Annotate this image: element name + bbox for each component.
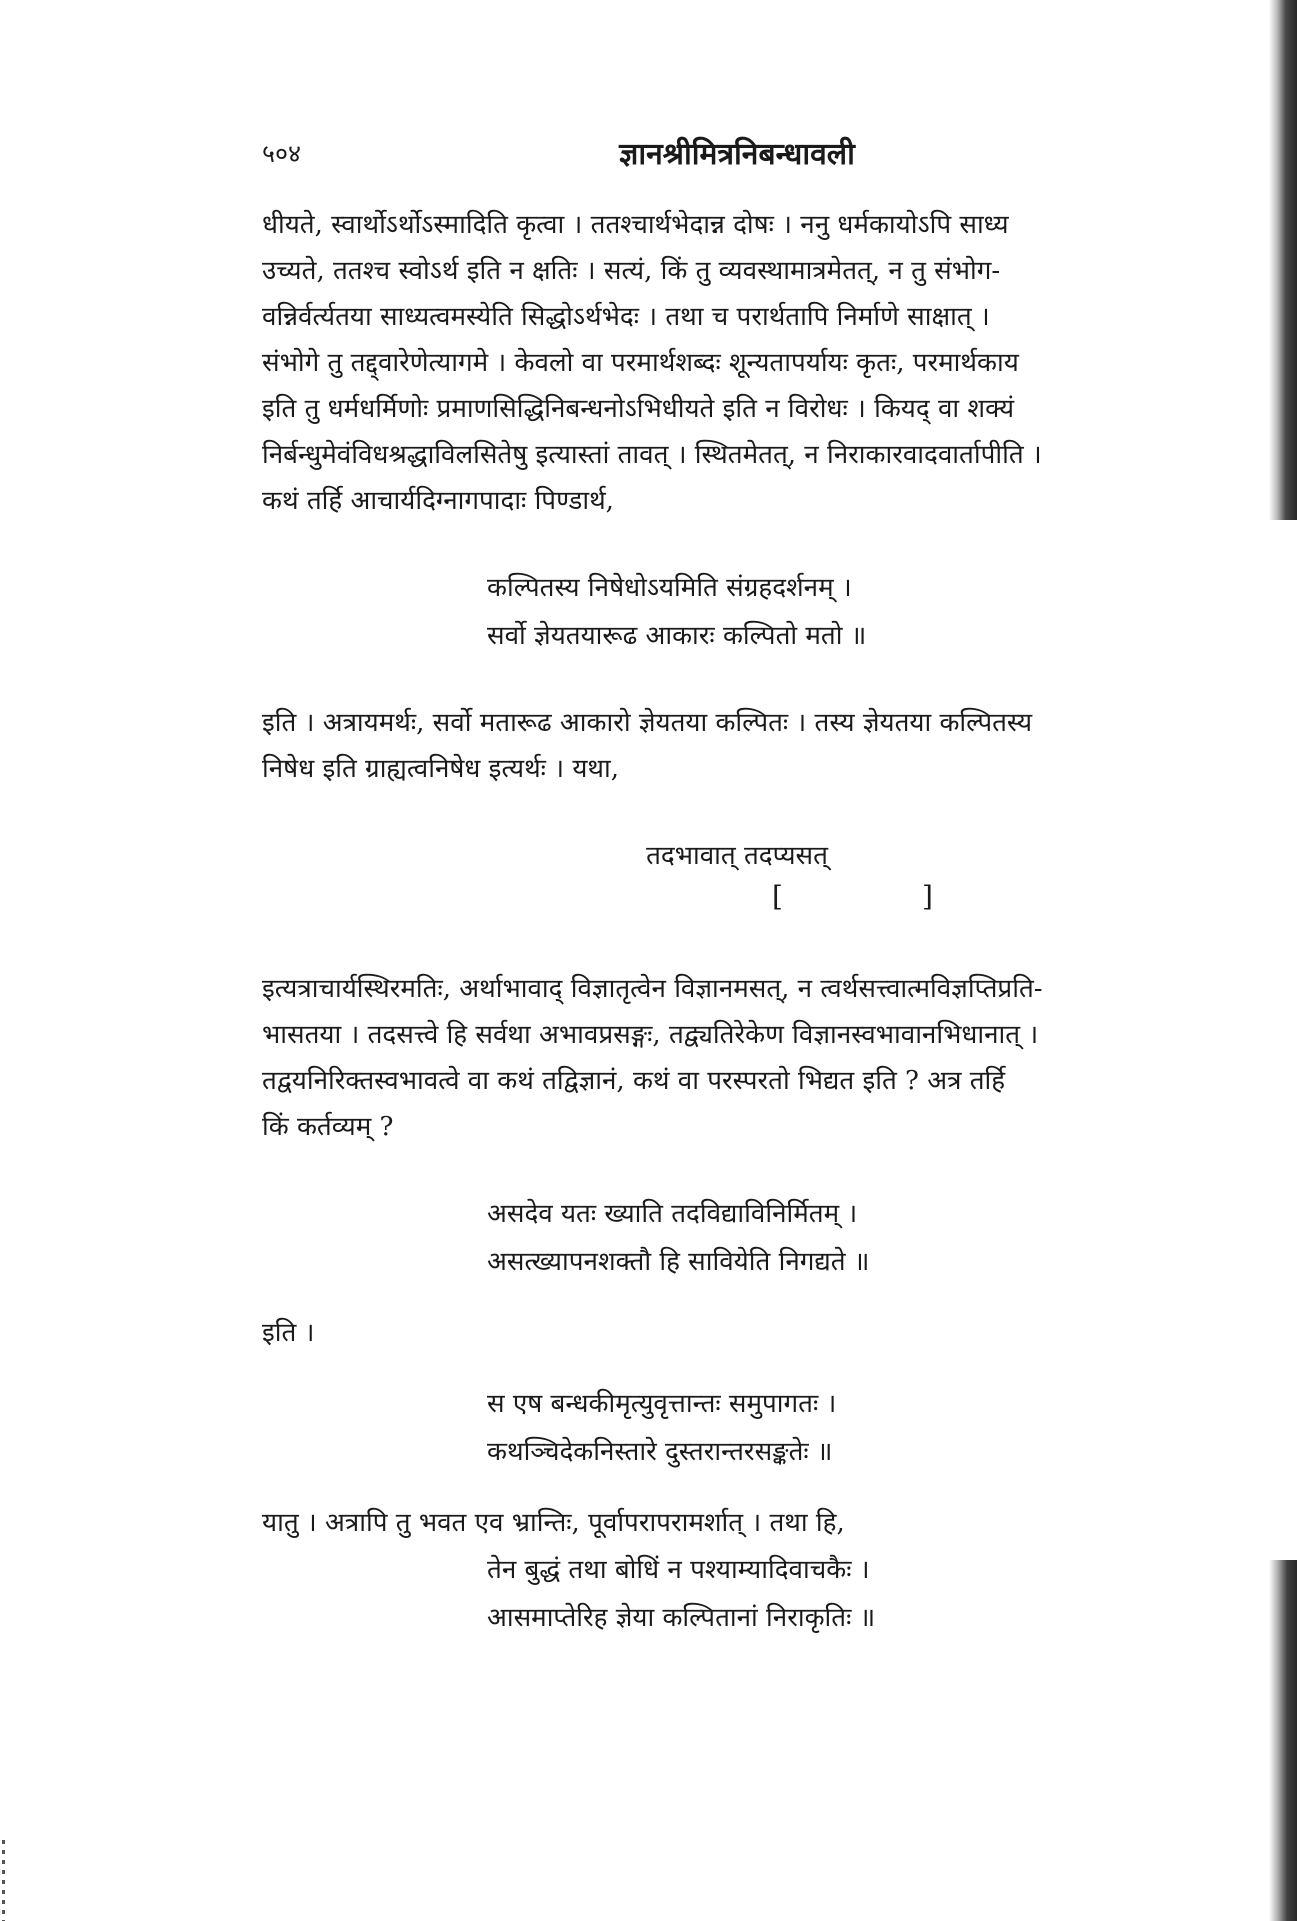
verse-line: सर्वो ज्ञेयतयारूढ आकारः कल्पितो मतो ॥ (487, 621, 867, 651)
paragraph-2 (262, 700, 1212, 792)
text-line: तद्वयनिरिक्तस्वभावत्वे वा कथं तद्विज्ञानं, कथं वा परस्परतो भिद्यत इति ? अत्र तर्हि (262, 1066, 1006, 1096)
text-line: कथं तर्हि आचार्यदिग्नागपादाः पिण्डार्थ, (262, 486, 614, 516)
text-line: इति । (262, 1318, 315, 1348)
verse-line: तेन बुद्धं तथा बोधिं न पश्याम्यादिवाचकैः । (487, 1555, 870, 1585)
text-line: किं कर्तव्यम् ? (262, 1112, 394, 1142)
text-line: इति । अत्रायमर्थः, सर्वो मतारूढ आकारो ज्ञेयतया कल्पितः । तस्य ज्ञेयतया कल्पितस्य (262, 708, 1033, 738)
text-line: संभोगे तु तद्द्वारेणेत्यागमे । केवलो वा परमार्थशब्दः शून्यतापर्यायः कृतः, परमार्थकाय (262, 348, 1019, 378)
text-line: इति तु धर्मधर्मिणोः प्रमाणसिद्धिनिबन्धनोऽभिधीयते इति न विरोधः । कियद् वा शक्यं (262, 394, 1015, 424)
text-line: उच्यते, ततश्च स्वोऽर्थ इति न क्षतिः । सत्यं, किं तु व्यवस्थामात्रमेतत्, न तु संभोग- (262, 256, 1001, 286)
verse-line: असदेव यतः ख्याति तदविद्याविनिर्मितम् । (487, 1199, 858, 1229)
text-line: भासतया । तदसत्त्वे हि सर्वथा अभावप्रसङ्गः, तद्व्यतिरेकेण विज्ञानस्वभावानभिधानात् । (262, 1020, 1039, 1050)
margin-mark (2, 1840, 5, 1921)
verse-2 (262, 1190, 1212, 1286)
page-edge-shadow-top (1269, 0, 1297, 520)
bracket-open: [ (772, 880, 783, 913)
bracket-close: ] (922, 880, 933, 913)
text-line: यातु । अत्रापि तु भवत एव भ्रान्तिः, पूर्वापरापरामर्शात् । तथा हि, (262, 1508, 845, 1538)
verse-line: कल्पितस्य निषेधोऽयमिति संग्रहदर्शनम् । (487, 573, 852, 603)
paragraph-3 (262, 966, 1212, 1150)
empty-brackets (262, 880, 1212, 926)
page-number: ५०४ (262, 139, 302, 168)
text-line: इत्यत्राचार्यस्थिरमतिः, अर्थाभावाद् विज्ञातृत्वेन विज्ञानमसत्, न त्वर्थसत्त्वात्मविज्ञप्तिप्रति- (262, 974, 1043, 1004)
verse-line: कथञ्चिदेकनिस्तारे दुस्तरान्तरसङ्कतेः ॥ (487, 1437, 833, 1467)
page-header (262, 128, 1212, 178)
paragraph-4 (262, 1500, 1212, 1546)
verse-line: स एष बन्धकीमृत्युवृत्तान्तः समुपागतः । (487, 1389, 837, 1419)
page-edge-shadow-bottom (1269, 1560, 1297, 1921)
verse-4 (262, 1546, 1212, 1642)
verse-3 (262, 1380, 1212, 1476)
text-line: धीयते, स्वार्थोऽर्थोऽस्मादिति कृत्वा । ततश्चार्थभेदान्न दोषः । ननु धर्मकायोऽपि साध्य (262, 210, 1009, 240)
paragraph-1 (262, 202, 1212, 524)
quotation: तदभावात् तदप्यसत् (646, 841, 828, 871)
verse-1 (262, 564, 1212, 660)
running-title: ज्ञानश्रीमित्रनिबन्धावली (619, 137, 855, 172)
text-line: निषेध इति ग्राह्यत्वनिषेध इत्यर्थः । यथा, (262, 754, 620, 784)
verse-line: असत्ख्यापनशक्तौ हि सावियेति निगद्यते ॥ (487, 1247, 870, 1277)
verse-line: आसमाप्तेरिह ज्ञेया कल्पितानां निराकृतिः ॥ (487, 1603, 876, 1633)
text-line: निर्बन्धुमेवंविधश्रद्धाविलसितेषु इत्यास्तां तावत् । स्थितमेतत्, न निराकारवादवार्तापीति । (262, 440, 1042, 470)
book-page (262, 128, 1212, 1642)
iti-line (262, 1310, 1212, 1356)
text-line: वन्निर्वर्त्यतया साध्यत्वमस्येति सिद्धोऽर्थभेदः । तथा च परार्थतापि निर्माणे साक्षात् । (262, 302, 990, 332)
